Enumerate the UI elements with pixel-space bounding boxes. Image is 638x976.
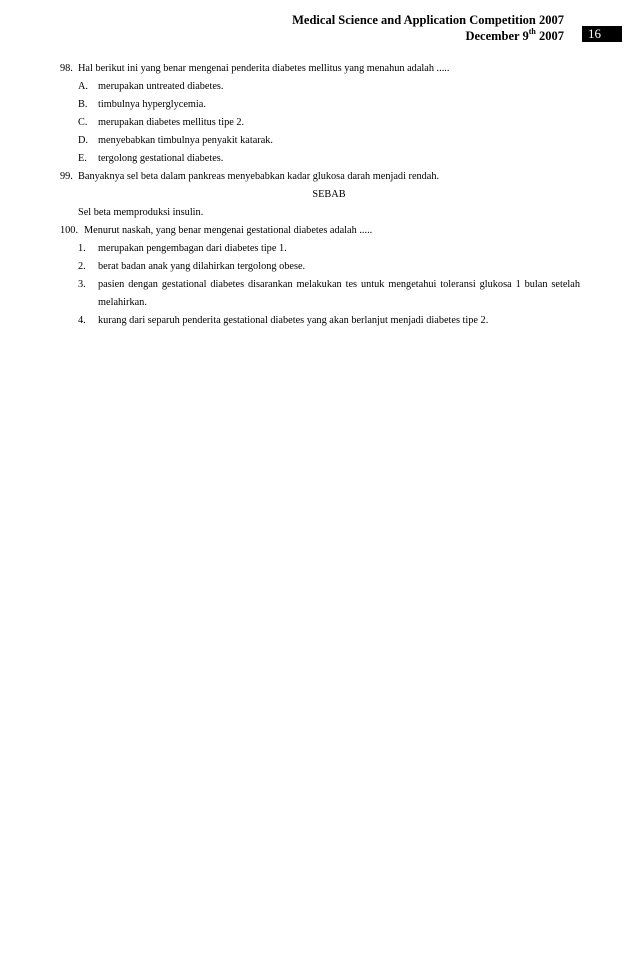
option-label: 3. [78,279,86,290]
option-label: A. [78,81,89,92]
question-100-options [60,240,580,330]
question-text: Hal berikut ini yang benar mengenai penderita diabetes mellitus yang menahun adalah ..... [78,63,450,74]
option-2 [60,258,580,276]
option-text: menyebabkan timbulnya penyakit katarak. [98,135,273,146]
option-label: 2. [78,261,86,272]
question-number: 98. [60,63,73,74]
option-text: timbulnya hyperglycemia. [98,99,206,110]
question-text: Banyaknya sel beta dalam pankreas menyebabkan kadar glukosa darah menjadi rendah. [78,171,440,182]
option-b [60,96,580,114]
option-text: kurang dari separuh penderita gestational diabetes yang akan berlanjut menjadi diabetes tipe 2. [98,315,489,326]
header-date [292,28,564,44]
option-text: merupakan pengembagan dari diabetes tipe 1. [98,243,287,254]
option-label: C. [78,117,88,128]
option-d [60,132,580,150]
page-number: 16 [582,26,622,42]
option-label: E. [78,153,87,164]
sebab-connector: SEBAB [312,189,346,200]
reason-statement: Sel beta memproduksi insulin. [78,207,204,218]
option-text: merupakan untreated diabetes. [98,81,224,92]
header-date-sup: th [528,26,536,36]
option-label: B. [78,99,88,110]
header-date-prefix: December 9 [465,29,529,43]
question-99 [60,168,580,186]
question-number: 99. [60,171,73,182]
option-text: tergolong gestational diabetes. [98,153,224,164]
option-text: merupakan diabetes mellitus tipe 2. [98,117,245,128]
question-100 [60,222,580,240]
question-list [60,60,580,330]
option-c [60,114,580,132]
question-number: 100. [60,225,79,236]
page-header [292,12,564,44]
question-98 [60,60,580,78]
question-text: Menurut naskah, yang benar mengenai gestational diabetes adalah ..... [84,225,373,236]
option-label: 4. [78,315,86,326]
option-e [60,150,580,168]
option-3 [60,276,580,312]
option-text: pasien dengan gestational diabetes disarankan melakukan tes untuk mengetahui toleransi glukosa 1 bulan setelah melahirkan. [98,279,580,308]
option-1 [60,240,580,258]
option-label: D. [78,135,89,146]
header-title: Medical Science and Application Competition 2007 [292,13,564,27]
question-98-options [60,78,580,168]
option-text: berat badan anak yang dilahirkan tergolong obese. [98,261,306,272]
option-label: 1. [78,243,86,254]
header-date-suffix: 2007 [535,29,564,43]
option-a [60,78,580,96]
option-4 [60,312,580,330]
